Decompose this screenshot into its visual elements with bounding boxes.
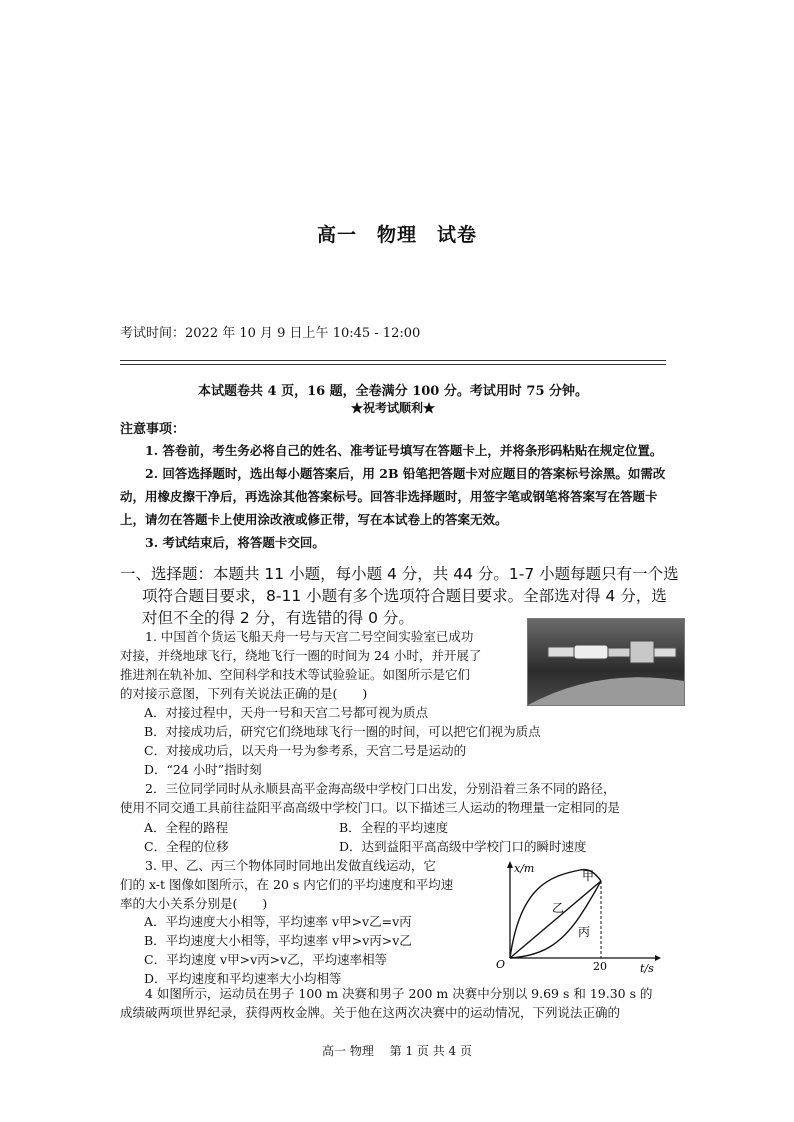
question-line: 2．三位同学同时从永顺县高平金海高级中学校门口出发，分别沿着三条不同的路径， — [145, 781, 616, 796]
question-line: 1. 中国首个货运飞船天舟一号与天宫二号空间实验室已成功 — [145, 629, 474, 644]
question-line: 对接，并绕地球飞行，绕地飞行一圈的时间为 24 小时，并开展了 — [120, 648, 482, 663]
question-2-stem — [120, 779, 680, 817]
option: D．达到益阳平高高级中学校门口的瞬时速度 — [339, 839, 587, 854]
section-heading-line: 对但不全的得 2 分，有选错的得 0 分。 — [142, 609, 414, 627]
section-heading-line: 一、选择题：本题共 11 小题，每小题 4 分，共 44 分。1-7 小题每题只有一个选 — [120, 565, 679, 583]
label-jia: 甲 — [582, 869, 595, 883]
question-3-stem — [120, 856, 485, 913]
page-title: 高一 物理 试卷 — [316, 224, 477, 246]
question-line: 们的 x-t 图像如图所示，在 20 s 内它们的平均速度和平均速 — [120, 877, 454, 892]
question-1-stem — [120, 627, 525, 703]
option: A．全程的路程 — [144, 820, 229, 835]
label-bing: 丙 — [578, 925, 591, 939]
exam-time: 考试时间：2022 年 10 月 9 日上午 10:45 - 12:00 — [120, 326, 421, 341]
divider-top — [120, 360, 666, 361]
option: C．平均速度 v甲>v丙>v乙，平均速率相等 — [144, 952, 388, 967]
option: D．“24 小时”指时刻 — [144, 762, 262, 777]
xt-graph — [490, 856, 670, 978]
question-4-stem — [120, 984, 680, 1022]
notice-item: 3. 考试结束后，将答题卡交回。 — [145, 535, 325, 550]
question-line: 的对接示意图，下列有关说法正确的是( ) — [120, 686, 368, 701]
question-line: 率的大小关系分别是( ) — [120, 896, 268, 911]
question-line: 使用不同交通工具前往益阳平高高级中学校门口。以下描述三人运动的物理量一定相同的是 — [120, 800, 621, 815]
section-heading-line: 项符合题目要求，8-11 小题有多个选项符合题目要求。全部选对得 4 分，选 — [142, 587, 667, 605]
docking-photo — [527, 618, 685, 706]
origin-label: O — [496, 958, 506, 971]
exam-summary: 本试题卷共 4 页，16 题，全卷满分 100 分。考试用时 75 分钟。 — [197, 384, 589, 399]
spacecraft-image — [528, 619, 684, 705]
exam-wish: ★祝考试顺利★ — [350, 401, 435, 415]
question-line: 3. 甲、乙、丙三个物体同时同地出发做直线运动，它 — [145, 858, 436, 873]
x-tick-label: 20 — [593, 960, 607, 973]
curve-yi — [510, 881, 601, 958]
notice-heading: 注意事项： — [120, 422, 186, 437]
question-line: 4 如图所示，运动员在男子 100 m 决赛和男子 200 m 决赛中分别以 9.69 s 和 19.30 s 的 — [145, 986, 653, 1001]
notice-item: 2. 回答选择题时，选出每小题答案后，用 2B 铅笔把答题卡对应题目的答案标号涂黑。如需改动，用橡皮擦干净后，再选涂其他答案标号。回答非选择题时，用签字笔或钢笔将答案写在答题卡上，请勿在答题卡上使用涂改液或修正带，写在本试卷上的答案无效。 — [120, 466, 666, 527]
option: C．对接成功后，以天舟一号为参考系，天宫二号是运动的 — [144, 743, 467, 758]
question-line: 推进剂在轨补加、空间科学和技术等试验验证。如图所示是它们 — [120, 667, 471, 682]
option: B．全程的平均速度 — [339, 820, 449, 835]
option: D．平均速度和平均速率大小均相等 — [144, 971, 342, 986]
divider-bottom — [120, 364, 666, 365]
page-footer: 高一 物理 第 1 页 共 4 页 — [322, 1044, 472, 1058]
option: A．平均速度大小相等，平均速率 v甲>v乙=v丙 — [144, 914, 412, 929]
x-axis-label: t/s — [640, 962, 654, 975]
notice-list — [120, 439, 668, 554]
option: B．对接成功后，研究它们绕地球飞行一圈的时间，可以把它们视为质点 — [144, 724, 541, 739]
label-yi: 乙 — [552, 901, 565, 915]
option: B．平均速度大小相等，平均速率 v甲>v丙>v乙 — [144, 933, 412, 948]
y-axis-label: x/m — [514, 862, 535, 875]
notice-item: 1. 答卷前，考生务必将自己的姓名、准考证号填写在答题卡上，并将条形码粘贴在规定位置。 — [145, 443, 663, 458]
option: A．对接过程中，天舟一号和天宫二号都可视为质点 — [144, 705, 429, 720]
question-line: 成绩破两项世界纪录，获得两枚金牌。关于他在这两次决赛中的运动情况，下列说法正确的 — [120, 1005, 621, 1020]
option: C．全程的位移 — [144, 839, 229, 854]
